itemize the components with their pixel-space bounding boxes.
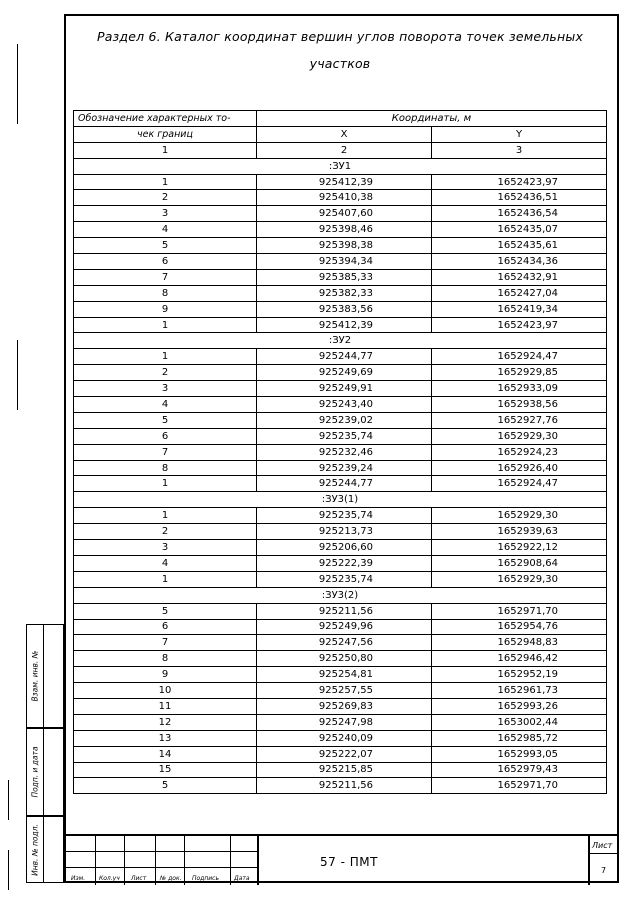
header-y: Y <box>432 126 607 142</box>
section-row <box>74 333 607 349</box>
coord-y: 1652924,47 <box>432 476 607 492</box>
coord-y: 1652938,56 <box>432 397 607 413</box>
point-number: 4 <box>74 222 257 238</box>
coord-x: 925247,56 <box>257 635 432 651</box>
table-row <box>74 254 607 270</box>
coord-y: 1652926,40 <box>432 460 607 476</box>
coord-x: 925249,91 <box>257 381 432 397</box>
table-row <box>74 269 607 285</box>
label-list: Лист <box>131 875 147 882</box>
coord-y: 1652929,30 <box>432 428 607 444</box>
table-row <box>74 222 607 238</box>
coord-x: 925222,07 <box>257 746 432 762</box>
coord-y: 1652948,83 <box>432 635 607 651</box>
coord-x: 925410,38 <box>257 190 432 206</box>
coord-y: 1652979,43 <box>432 762 607 778</box>
table-column-numbers <box>74 142 607 158</box>
stamp-label: Подп. и дата <box>30 746 40 798</box>
coord-x: 925257,55 <box>257 683 432 699</box>
sheet-label: Лист <box>592 841 613 850</box>
coord-y: 1652432,91 <box>432 269 607 285</box>
coord-y: 1652954,76 <box>432 619 607 635</box>
table-row <box>74 428 607 444</box>
coord-x: 925412,39 <box>257 317 432 333</box>
point-number: 1 <box>74 476 257 492</box>
coord-y: 1652971,70 <box>432 778 607 794</box>
point-number: 5 <box>74 412 257 428</box>
table-row <box>74 746 607 762</box>
point-number: 13 <box>74 730 257 746</box>
point-number: 5 <box>74 238 257 254</box>
header-point-designation-cont: чек границ <box>74 126 257 142</box>
coord-y: 1652423,97 <box>432 174 607 190</box>
table-row <box>74 730 607 746</box>
coord-x: 925235,74 <box>257 508 432 524</box>
point-number: 5 <box>74 603 257 619</box>
coord-y: 1652435,61 <box>432 238 607 254</box>
point-number: 12 <box>74 714 257 730</box>
section-label: :ЗУ2 <box>74 333 607 349</box>
coord-y: 1652927,76 <box>432 412 607 428</box>
table-row <box>74 524 607 540</box>
table-row <box>74 206 607 222</box>
coord-y: 1652436,51 <box>432 190 607 206</box>
point-number: 14 <box>74 746 257 762</box>
table-row <box>74 238 607 254</box>
coord-x: 925239,24 <box>257 460 432 476</box>
table-row <box>74 460 607 476</box>
table-row <box>74 683 607 699</box>
column-number-3: 3 <box>432 142 607 158</box>
coord-x: 925254,81 <box>257 667 432 683</box>
coord-x: 925215,85 <box>257 762 432 778</box>
point-number: 5 <box>74 778 257 794</box>
coordinates-table <box>73 110 607 794</box>
coord-x: 925206,60 <box>257 540 432 556</box>
point-number: 3 <box>74 206 257 222</box>
header-coordinates: Координаты, м <box>257 111 607 127</box>
stamp-replacement-inventory <box>26 624 64 728</box>
table-row <box>74 174 607 190</box>
point-number: 2 <box>74 190 257 206</box>
table-row <box>74 635 607 651</box>
document-code: 57 - ПМТ <box>320 855 378 869</box>
table-row <box>74 714 607 730</box>
table-row <box>74 762 607 778</box>
point-number: 4 <box>74 555 257 571</box>
stamp-label: Взам. инв. № <box>30 650 40 702</box>
coord-y: 1652971,70 <box>432 603 607 619</box>
section-label: :ЗУ3(2) <box>74 587 607 603</box>
table-row <box>74 667 607 683</box>
table-header-row <box>74 111 607 127</box>
point-number: 6 <box>74 428 257 444</box>
coord-x: 925244,77 <box>257 476 432 492</box>
point-number: 1 <box>74 317 257 333</box>
point-number: 10 <box>74 683 257 699</box>
table-row <box>74 301 607 317</box>
cut-mark <box>17 340 18 410</box>
coord-x: 925398,46 <box>257 222 432 238</box>
coord-y: 1652961,73 <box>432 683 607 699</box>
coord-y: 1652985,72 <box>432 730 607 746</box>
table-row <box>74 603 607 619</box>
table-row <box>74 778 607 794</box>
coord-x: 925243,40 <box>257 397 432 413</box>
table-row <box>74 365 607 381</box>
point-number: 1 <box>74 174 257 190</box>
coord-x: 925407,60 <box>257 206 432 222</box>
point-number: 6 <box>74 619 257 635</box>
coord-x: 925211,56 <box>257 778 432 794</box>
table-row <box>74 619 607 635</box>
point-number: 1 <box>74 349 257 365</box>
stamp-label: Инв. № подл. <box>30 823 40 876</box>
stamp-original-inventory <box>26 816 64 883</box>
table-row <box>74 555 607 571</box>
point-number: 7 <box>74 269 257 285</box>
coord-y: 1652939,63 <box>432 524 607 540</box>
coord-y: 1652423,97 <box>432 317 607 333</box>
table-row <box>74 698 607 714</box>
coord-x: 925382,33 <box>257 285 432 301</box>
sheet-number: 7 <box>601 866 607 875</box>
point-number: 8 <box>74 285 257 301</box>
coord-y: 1652435,07 <box>432 222 607 238</box>
coord-x: 925249,69 <box>257 365 432 381</box>
table-row <box>74 285 607 301</box>
coord-y: 1652427,04 <box>432 285 607 301</box>
point-number: 9 <box>74 301 257 317</box>
coord-x: 925222,39 <box>257 555 432 571</box>
section-label: :ЗУ1 <box>74 158 607 174</box>
column-number-2: 2 <box>257 142 432 158</box>
table-row <box>74 349 607 365</box>
point-number: 3 <box>74 540 257 556</box>
point-number: 2 <box>74 365 257 381</box>
table-row <box>74 476 607 492</box>
section-title: Раздел 6. Каталог координат вершин углов поворота точек земельных <box>96 29 584 44</box>
coord-x: 925250,80 <box>257 651 432 667</box>
label-izm: Изм. <box>71 875 86 882</box>
section-title-continued: участков <box>309 56 371 71</box>
point-number: 7 <box>74 444 257 460</box>
coord-x: 925394,34 <box>257 254 432 270</box>
point-number: 8 <box>74 460 257 476</box>
coord-y: 1652924,47 <box>432 349 607 365</box>
table-row <box>74 397 607 413</box>
header-point-designation: Обозначение характерных то- <box>74 111 257 127</box>
coord-y: 1652922,12 <box>432 540 607 556</box>
point-number: 3 <box>74 381 257 397</box>
section-row <box>74 587 607 603</box>
coord-x: 925213,73 <box>257 524 432 540</box>
label-date: Дата <box>234 875 250 882</box>
point-number: 7 <box>74 635 257 651</box>
coord-x: 925239,02 <box>257 412 432 428</box>
table-row <box>74 444 607 460</box>
coord-y: 1652993,26 <box>432 698 607 714</box>
coord-y: 1653002,44 <box>432 714 607 730</box>
coord-y: 1652434,36 <box>432 254 607 270</box>
coord-x: 925412,39 <box>257 174 432 190</box>
coord-y: 1652929,30 <box>432 571 607 587</box>
point-number: 6 <box>74 254 257 270</box>
coord-x: 925398,38 <box>257 238 432 254</box>
point-number: 9 <box>74 667 257 683</box>
coord-x: 925383,56 <box>257 301 432 317</box>
stamp-signature-date <box>26 728 64 816</box>
point-number: 4 <box>74 397 257 413</box>
point-number: 8 <box>74 651 257 667</box>
coord-x: 925235,74 <box>257 428 432 444</box>
label-doc-number: № док. <box>160 875 182 882</box>
table-row <box>74 381 607 397</box>
table-row <box>74 540 607 556</box>
cut-mark <box>8 780 9 820</box>
section-row <box>74 492 607 508</box>
table-row <box>74 412 607 428</box>
coord-y: 1652933,09 <box>432 381 607 397</box>
table-row <box>74 651 607 667</box>
table-header-row <box>74 126 607 142</box>
cut-mark <box>8 850 9 890</box>
label-kol-uch: Кол.уч <box>99 875 120 882</box>
coord-x: 925249,96 <box>257 619 432 635</box>
section-row <box>74 158 607 174</box>
coord-x: 925232,46 <box>257 444 432 460</box>
point-number: 15 <box>74 762 257 778</box>
coord-x: 925240,09 <box>257 730 432 746</box>
table-row <box>74 190 607 206</box>
coord-x: 925235,74 <box>257 571 432 587</box>
point-number: 1 <box>74 508 257 524</box>
coord-y: 1652436,54 <box>432 206 607 222</box>
point-number: 2 <box>74 524 257 540</box>
coord-y: 1652929,85 <box>432 365 607 381</box>
coord-y: 1652419,34 <box>432 301 607 317</box>
coord-x: 925269,83 <box>257 698 432 714</box>
coord-x: 925211,56 <box>257 603 432 619</box>
label-signature: Подпись <box>192 875 219 882</box>
header-x: X <box>257 126 432 142</box>
coord-y: 1652908,64 <box>432 555 607 571</box>
table-row <box>74 508 607 524</box>
coord-y: 1652929,30 <box>432 508 607 524</box>
table-row <box>74 317 607 333</box>
coord-y: 1652924,23 <box>432 444 607 460</box>
point-number: 1 <box>74 571 257 587</box>
coord-x: 925385,33 <box>257 269 432 285</box>
coord-y: 1652952,19 <box>432 667 607 683</box>
cut-mark <box>17 44 18 124</box>
section-label: :ЗУ3(1) <box>74 492 607 508</box>
coord-y: 1652946,42 <box>432 651 607 667</box>
table-row <box>74 571 607 587</box>
coord-x: 925247,98 <box>257 714 432 730</box>
coord-y: 1652993,05 <box>432 746 607 762</box>
column-number-1: 1 <box>74 142 257 158</box>
point-number: 11 <box>74 698 257 714</box>
coord-x: 925244,77 <box>257 349 432 365</box>
